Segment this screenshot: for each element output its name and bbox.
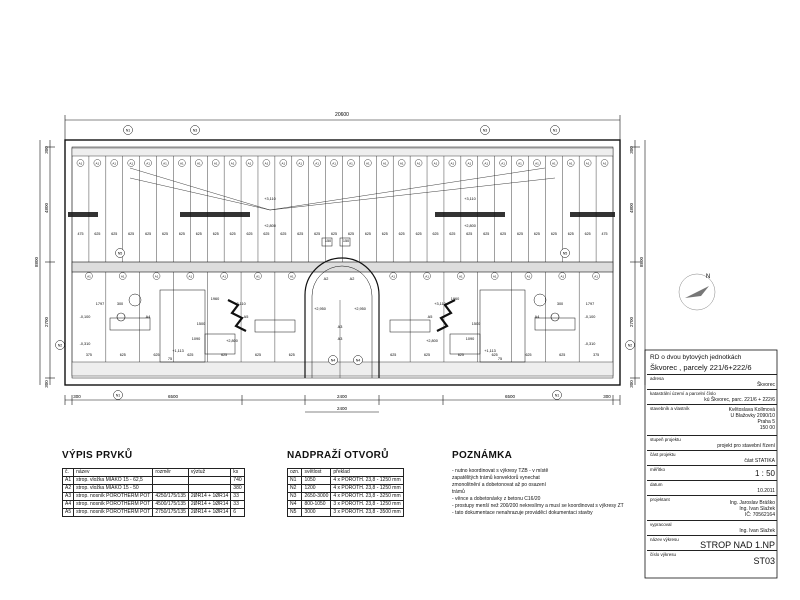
elements-cell: 33 — [231, 493, 244, 501]
north-arrow-icon — [679, 274, 715, 310]
lintels-row — [288, 501, 404, 509]
axis-label: N4 — [330, 358, 336, 363]
plan-annotation: A5 — [427, 315, 433, 319]
elements-row — [63, 501, 245, 509]
beam-label: A1 — [416, 161, 421, 166]
span-label: 625 — [500, 232, 507, 236]
beam-label: A1 — [484, 161, 489, 166]
elements-cell — [153, 485, 189, 493]
project-title-line2: Škvorec , parcely 221/6+222/6 — [650, 363, 752, 372]
note-line: - věnce a dobetonávky z betonu C16/20 — [452, 496, 541, 502]
left-dim: 300 — [44, 146, 49, 154]
designer-line: Ing. Jaroslav Bráško — [729, 500, 775, 506]
plan-annotation: 1090 — [191, 337, 201, 341]
lintels-row — [288, 485, 404, 493]
span-label: 625 — [119, 353, 126, 357]
beam-label: A1 — [526, 274, 531, 279]
beam-label: A1 — [120, 274, 125, 279]
span-label: 625 — [533, 232, 540, 236]
lintels-cell: 4 x POROTH. 23,8 - 1250 mm — [331, 477, 403, 485]
beam-label: A1 — [602, 161, 607, 166]
plan-annotation: 75 — [167, 357, 173, 361]
span-label: 625 — [195, 232, 202, 236]
beam-label: A1 — [585, 161, 590, 166]
beam-label: A1 — [568, 161, 573, 166]
level-mark: +2,950 — [314, 307, 326, 311]
span-label: 625 — [432, 232, 439, 236]
investor-label: stavebník a vlastník — [650, 406, 690, 411]
axis-label: N1 — [552, 128, 558, 133]
beam-label: A1 — [154, 274, 159, 279]
span-label: 625 — [111, 232, 118, 236]
lintels-cell: N2 — [288, 485, 302, 493]
cadastre-label: katastrální území a parcelní číslo — [650, 391, 716, 396]
right-dim: 300 — [629, 380, 634, 388]
level-mark: +2,800 — [426, 339, 438, 343]
span-label: 625 — [381, 232, 388, 236]
elements-cell: A1 — [63, 477, 74, 485]
lintels-row — [288, 509, 404, 517]
level-mark: +3,110 — [264, 197, 276, 201]
beam-label: A1 — [459, 274, 463, 279]
cadastre-value: kú Škvorec, parc. 221/6 + 222/6 — [704, 397, 775, 403]
investor-line: Květoslava Kollmová — [728, 407, 775, 413]
elements-cell: 33 — [231, 501, 244, 509]
span-label: 625 — [424, 353, 431, 357]
left-dim: 2700 — [44, 316, 49, 328]
elements-cell: 2750/175/135 — [153, 509, 189, 517]
span-label: 625 — [263, 232, 270, 236]
elements-col-header: výztuž — [188, 469, 230, 477]
elements-col-header: rozměr — [153, 469, 189, 477]
level-mark: -0,310 — [584, 342, 596, 346]
lintels-col-header: překlad — [331, 469, 403, 477]
address-label: adresa — [650, 376, 664, 381]
span-label: 625 — [584, 232, 591, 236]
level-mark: -0,100 — [584, 315, 596, 319]
scale-value: 1 : 50 — [754, 469, 775, 478]
drawing-name-label: název výkresu — [650, 537, 679, 542]
elements-row — [63, 485, 245, 493]
beam-label: A1 — [196, 161, 201, 166]
level-mark: +1,113 — [484, 349, 496, 353]
span-label: 625 — [178, 232, 185, 236]
plan-annotation: A5 — [243, 315, 249, 319]
plan-annotation: 1797 — [585, 302, 595, 306]
north-label: N — [705, 274, 711, 280]
span-label: 625 — [314, 232, 321, 236]
span-label: 475 — [77, 232, 84, 236]
elements-cell: strop. nosník POROTHERM POT — [74, 501, 153, 509]
beam-label: A1 — [129, 161, 134, 166]
level-mark: +2,800 — [226, 339, 238, 343]
level-mark: +3,110 — [434, 302, 446, 306]
lintels-table — [287, 468, 404, 517]
beam-label: A1 — [146, 161, 150, 166]
designer-label: projektant — [650, 497, 670, 502]
span-label: 625 — [229, 232, 236, 236]
lintels-col-header: světlost — [302, 469, 331, 477]
bottom-dim: 300 — [603, 394, 611, 399]
elements-cell: 2ØR14 + 1ØR14 — [188, 501, 230, 509]
span-label: 625 — [331, 232, 338, 236]
span-label: 625 — [187, 353, 194, 357]
axis-label: N5 — [562, 251, 568, 256]
drawing-no: ST03 — [753, 556, 775, 566]
plan-annotation: A2 — [323, 277, 329, 281]
lintels-col-header: ozn. — [288, 469, 302, 477]
beam-label: A1 — [95, 161, 100, 166]
axis-label: N1 — [115, 393, 121, 398]
axis-label: N5 — [117, 251, 123, 256]
elements-row — [63, 477, 245, 485]
right-dim: 2700 — [629, 316, 634, 328]
span-label: 625 — [491, 353, 498, 357]
plan-annotation: A4 — [145, 315, 151, 319]
address-value: Škvorec — [756, 382, 775, 388]
elements-cell: 6 — [231, 509, 244, 517]
beam-label: A1 — [467, 161, 472, 166]
lintels-cell: 2650-3000 — [302, 493, 331, 501]
beam-label: A1 — [518, 161, 522, 166]
axis-label: N2 — [627, 343, 633, 348]
note-line: - prostupy menší než 200/200 nekreslímy a musí se koordinovat s výkresy ZT — [452, 503, 624, 509]
beam-label: A1 — [163, 161, 167, 166]
elements-cell — [188, 477, 230, 485]
axis-label: N3 — [192, 128, 198, 133]
note-line: zmonolitnění a dobetonovat až po osazení — [452, 482, 546, 488]
level-mark: -0,100 — [79, 315, 91, 319]
elements-cell: A4 — [63, 501, 74, 509]
lintels-cell: 3 x POROTH. 23,8 - 3500 mm — [331, 509, 403, 517]
project-title-line1: RD o dvou bytových jednotkách — [650, 354, 742, 361]
span-label: 625 — [246, 232, 253, 236]
span-label: 475 — [601, 232, 608, 236]
plan-annotation: A4 — [534, 315, 540, 319]
beam-label: A1 — [87, 274, 91, 279]
left-dim: 4800 — [44, 202, 49, 214]
plan-annotation: 150 — [342, 239, 350, 243]
plan-annotation: 150 — [324, 239, 332, 243]
plan-annotation: A3 — [337, 337, 343, 341]
lintels-cell: 1200 — [302, 485, 331, 493]
stage-value: projekt pro stavební řízení — [717, 443, 775, 449]
elements-table — [62, 468, 245, 517]
span-label: 375 — [593, 353, 600, 357]
bottom-dim: 300 — [73, 394, 81, 399]
drawn-value: Ing. Ivan Slažek — [739, 528, 775, 534]
bottom-dims — [73, 394, 611, 411]
beam-label: A1 — [382, 161, 387, 166]
beam-label: A1 — [399, 161, 404, 166]
plan-annotation: 1960 — [450, 297, 460, 301]
beam-label: A1 — [180, 161, 184, 166]
note-line: - nutno koordinovat s výkresy TZB - v místě — [452, 468, 549, 474]
lintels-heading: NADPRAŽÍ OTVORŮ — [287, 450, 389, 461]
plan-annotation: 300 — [116, 302, 124, 306]
axis-label: N2 — [57, 343, 63, 348]
investor-line: 150 00 — [759, 425, 775, 431]
title-block — [647, 352, 777, 567]
span-label: 625 — [161, 232, 168, 236]
span-label: 625 — [415, 232, 422, 236]
lintels-row — [288, 477, 404, 485]
left-dim: 300 — [44, 380, 49, 388]
elements-cell — [153, 477, 189, 485]
span-label: 625 — [398, 232, 405, 236]
plan-annotation: A3 — [337, 325, 343, 329]
span-label: 625 — [466, 232, 473, 236]
designer-line: Ing. Ivan Slažek — [739, 506, 775, 512]
span-label: 625 — [550, 232, 557, 236]
beam-label: A1 — [256, 274, 260, 279]
beam-label: A1 — [560, 274, 565, 279]
beam-label: A1 — [391, 274, 396, 279]
beam-label: A1 — [298, 161, 303, 166]
span-label: 625 — [347, 232, 354, 236]
notes-list — [452, 468, 652, 517]
span-label: 625 — [94, 232, 101, 236]
notes-heading: POZNÁMKA — [452, 450, 513, 461]
lintels-cell: N1 — [288, 477, 302, 485]
level-mark: +2,800 — [464, 224, 476, 228]
beam-label: A1 — [281, 161, 286, 166]
date-value: 10.2011 — [757, 488, 775, 494]
elements-row — [63, 509, 245, 517]
beam-label: A1 — [247, 161, 252, 166]
beam-label: A1 — [366, 161, 370, 166]
span-label: 625 — [128, 232, 135, 236]
plan-annotation: 1960 — [210, 297, 220, 301]
elements-cell: 2ØR14 + 1ØR14 — [188, 509, 230, 517]
beam-label: A1 — [213, 161, 218, 166]
beam-label: A1 — [264, 161, 269, 166]
span-label: 625 — [280, 232, 287, 236]
date-label: datum — [650, 482, 663, 487]
beam-label: A1 — [501, 161, 505, 166]
note-line: trámů — [452, 489, 465, 495]
span-label: 625 — [457, 353, 464, 357]
beam-label: A1 — [450, 161, 455, 166]
plan-annotation: 1797 — [95, 302, 105, 306]
bottom-dim: 6500 — [167, 394, 179, 399]
beam-label: A1 — [222, 274, 226, 279]
elements-cell: strop. nosník POROTHERM POT — [74, 509, 153, 517]
beam-label: A1 — [289, 274, 294, 279]
span-label: 625 — [212, 232, 219, 236]
drawn-label: vypracoval — [650, 522, 672, 527]
axis-label: N4 — [355, 358, 361, 363]
plan-annotation: A2 — [349, 277, 355, 281]
span-label: 625 — [145, 232, 152, 236]
beam-label: A1 — [188, 274, 193, 279]
right-dim: 4800 — [629, 202, 634, 214]
span-label: 625 — [254, 353, 261, 357]
elements-cell: strop. vložka MIAKO 15 - 62,5 — [74, 477, 153, 485]
lintels-row — [288, 493, 404, 501]
plan-annotation: 1090 — [465, 337, 475, 341]
bottom-dim: 2400 — [336, 394, 348, 399]
level-mark: +2,950 — [354, 307, 366, 311]
elements-cell: strop. nosník POROTHERM POT — [74, 493, 153, 501]
investor-line: Praha 5 — [757, 419, 775, 425]
stage-label: stupeň projektu — [650, 437, 681, 442]
span-label: 625 — [567, 232, 574, 236]
elements-cell: A3 — [63, 493, 74, 501]
beam-label: A1 — [315, 161, 319, 166]
span-label: 625 — [153, 353, 160, 357]
lintels-cell: N3 — [288, 493, 302, 501]
beam-label: A1 — [535, 161, 539, 166]
elements-cell: 380 — [231, 485, 244, 493]
right-total-dim: 8800 — [639, 256, 644, 268]
axis-label: N1 — [125, 128, 131, 133]
investor-line: U Blažovky 2090/10 — [730, 413, 775, 419]
right-dim: 300 — [629, 146, 634, 154]
beam-label: A1 — [112, 161, 117, 166]
overall-dimension: 20600 — [335, 112, 349, 118]
level-mark: +3,110 — [234, 302, 246, 306]
span-label: 625 — [297, 232, 304, 236]
note-line: - tato dokumentace nenahrazuje prováděcí dokumentaci stavby — [452, 510, 593, 516]
elements-cell: strop. vložka MIAKO 15 - 50 — [74, 485, 153, 493]
lintels-cell: 3 x POROTH. 23,8 - 1250 mm — [331, 501, 403, 509]
level-mark: +3,110 — [464, 197, 476, 201]
designer-line: IČ: 70562164 — [744, 512, 775, 518]
beam-label: A1 — [349, 161, 353, 166]
drawing-name: STROP NAD 1.NP — [700, 540, 775, 550]
beam-label: A1 — [594, 274, 598, 279]
span-label: 625 — [483, 232, 490, 236]
note-line: zapatělitých trámů konvektorů vynechat — [452, 475, 540, 481]
elements-cell: 2ØR14 + 1ØR14 — [188, 493, 230, 501]
elements-cell: 740 — [231, 477, 244, 485]
elements-cell: A2 — [63, 485, 74, 493]
span-label: 625 — [221, 353, 228, 357]
elements-cell — [188, 485, 230, 493]
beam-label: A1 — [492, 274, 497, 279]
beam-label: A1 — [433, 161, 438, 166]
lintels-cell: 4 x POROTH. 23,8 - 1250 mm — [331, 485, 403, 493]
level-mark: -0,310 — [79, 342, 91, 346]
plan-annotation: 1500 — [196, 322, 206, 326]
span-label: 625 — [364, 232, 371, 236]
lintels-cell: N4 — [288, 501, 302, 509]
lintels-cell: 1050 — [302, 477, 331, 485]
span-label: 625 — [525, 353, 532, 357]
beam-label: A1 — [551, 161, 556, 166]
beam-label: A1 — [425, 274, 429, 279]
beam-label: A1 — [78, 161, 83, 166]
plan-annotation: 75 — [497, 357, 503, 361]
beam-label: A1 — [332, 161, 336, 166]
scale-label: měřítko — [650, 467, 666, 472]
level-mark: +1,113 — [172, 349, 184, 353]
plan-annotation: 1500 — [471, 322, 481, 326]
beam-label: A1 — [230, 161, 235, 166]
part-value: část STATIKA — [744, 458, 775, 464]
elements-col-header: č. — [63, 469, 74, 477]
span-label: 625 — [449, 232, 456, 236]
elements-col-header: název — [74, 469, 153, 477]
drawing-no-label: číslo výkresu — [650, 552, 677, 557]
span-label: 375 — [85, 353, 92, 357]
elements-cell: 4250/175/135 — [153, 493, 189, 501]
part-label: část projektu — [650, 452, 676, 457]
span-label: 625 — [559, 353, 566, 357]
span-label: 625 — [390, 353, 397, 357]
span-label: 625 — [517, 232, 524, 236]
span-label: 625 — [288, 353, 295, 357]
elements-col-header: ks — [231, 469, 244, 477]
bottom-dim: 2400 — [336, 406, 348, 411]
elements-cell: 4500/175/135 — [153, 501, 189, 509]
axis-label: N3 — [482, 128, 488, 133]
axis-label: N1 — [554, 393, 560, 398]
right-dims — [629, 146, 644, 388]
left-dims — [34, 146, 49, 388]
level-mark: +2,800 — [264, 224, 276, 228]
lintels-cell: N5 — [288, 509, 302, 517]
lintels-cell: 800-1050 — [302, 501, 331, 509]
elements-row — [63, 493, 245, 501]
elements-cell: A5 — [63, 509, 74, 517]
elements-heading: VÝPIS PRVKŮ — [62, 450, 133, 461]
lintels-cell: 4 x POROTH. 23,8 - 3250 mm — [331, 493, 403, 501]
left-total-dim: 8800 — [34, 256, 39, 268]
bottom-dim: 6500 — [504, 394, 516, 399]
lintels-cell: 3000 — [302, 509, 331, 517]
plan-annotation: 300 — [556, 302, 564, 306]
